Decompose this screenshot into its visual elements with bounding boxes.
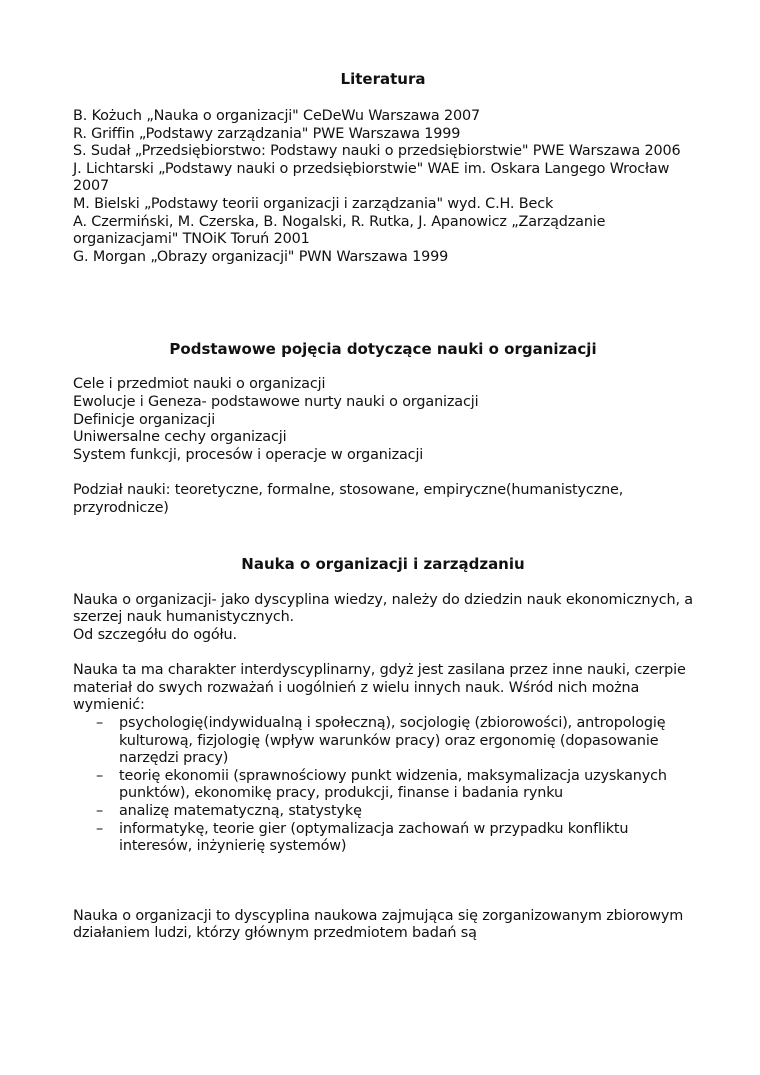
concept-item: Cele i przedmiot nauki o organizacji [73,376,326,393]
list-item-text: teorię ekonomii (sprawnościowy punkt widzenia, maksymalizacja uzyskanych punktów), ekonomikę pracy, produkcji, finanse i badania rynku [119,767,667,802]
literature-item: G. Morgan „Obrazy organizacji" PWN Warszawa 1999 [73,248,449,265]
list-item-text: informatykę, teorie gier (optymalizacja zachowań w przypadku konfliktu interesów, inżynierię systemów) [119,820,629,855]
list-item [73,803,693,821]
final-paragraph: Nauka o organizacji to dyscyplina naukowa zajmująca się zorganizowanym zbiorowym działaniem ludzi, którzy głównym przedmiotem badań są [73,907,684,942]
list-item [73,768,693,803]
concept-item: Uniwersalne cechy organizacji [73,429,287,446]
list-item-text: psychologię(indywidualną i społeczną), socjologię (zbiorowości), antropologię kulturową, fizjologię (wpływ warunków pracy) oraz ergonomię (dopasowanie narzędzi pracy) [119,715,666,767]
basic-concepts-list [73,376,693,464]
organization-science-heading: Nauka o organizacji i zarządzaniu [241,554,525,573]
literature-item: R. Griffin „Podstawy zarządzania" PWE Warszawa 1999 [73,125,461,142]
concept-item: Definicje organizacji [73,411,216,428]
basic-concepts-heading: Podstawowe pojęcia dotyczące nauki o organizacji [169,340,597,359]
detail-to-general-line: Od szczegółu do ogółu. [73,626,237,643]
literature-item: B. Kożuch „Nauka o organizacji" CeDeWu Warszawa 2007 [73,108,480,124]
concept-item: Ewolucje i Geneza- podstawowe nurty nauki o organizacji [73,393,479,410]
dash-bullet-icon: – [96,715,104,732]
organization-science-section [73,553,693,944]
dash-bullet-icon: – [96,803,104,820]
definition-paragraph: Nauka o organizacji- jako dyscyplina wiedzy, należy do dziedzin nauk ekonomicznych, a szerzej nauk humanistycznych. [73,591,693,626]
interdisciplinary-paragraph: Nauka ta ma charakter interdyscyplinarny, gdyż jest zasilana przez inne nauki, czerpie materiał do swych rozważań i uogólnień z wielu innych nauk. Wśród nich można wymienić: [73,662,686,714]
literature-item: J. Lichtarski „Podstawy nauki o przedsiębiorstwie" WAE im. Oskara Langego Wrocław 2007 [73,160,670,195]
document-page [73,68,693,943]
literature-item: S. Sudał „Przedsiębiorstwo: Podstawy nauki o przedsiębiorstwie" PWE Warszawa 2006 [73,143,681,160]
literature-item: M. Bielski „Podstawy teorii organizacji i zarządzania" wyd. C.H. Beck [73,195,554,212]
list-item [73,715,693,768]
dash-bullet-icon: – [96,767,104,784]
literature-item: A. Czermiński, M. Czerska, B. Nogalski, R. Rutka, J. Apanowicz „Zarządzanie organizacjami" TNOiK Toruń 2001 [73,213,606,248]
list-item [73,821,693,856]
dash-bullet-icon: – [96,820,104,837]
science-division-paragraph: Podział nauki: teoretyczne, formalne, stosowane, empiryczne(humanistyczne, przyrodnicze) [73,482,624,516]
concept-item: System funkcji, procesów i operacje w organizacji [73,446,424,463]
literature-heading: Literatura [340,70,426,88]
related-sciences-list [73,715,693,856]
basic-concepts-section [73,338,693,517]
literature-section [73,68,693,266]
literature-list [73,108,693,266]
list-item-text: analizę matematyczną, statystykę [119,803,362,820]
